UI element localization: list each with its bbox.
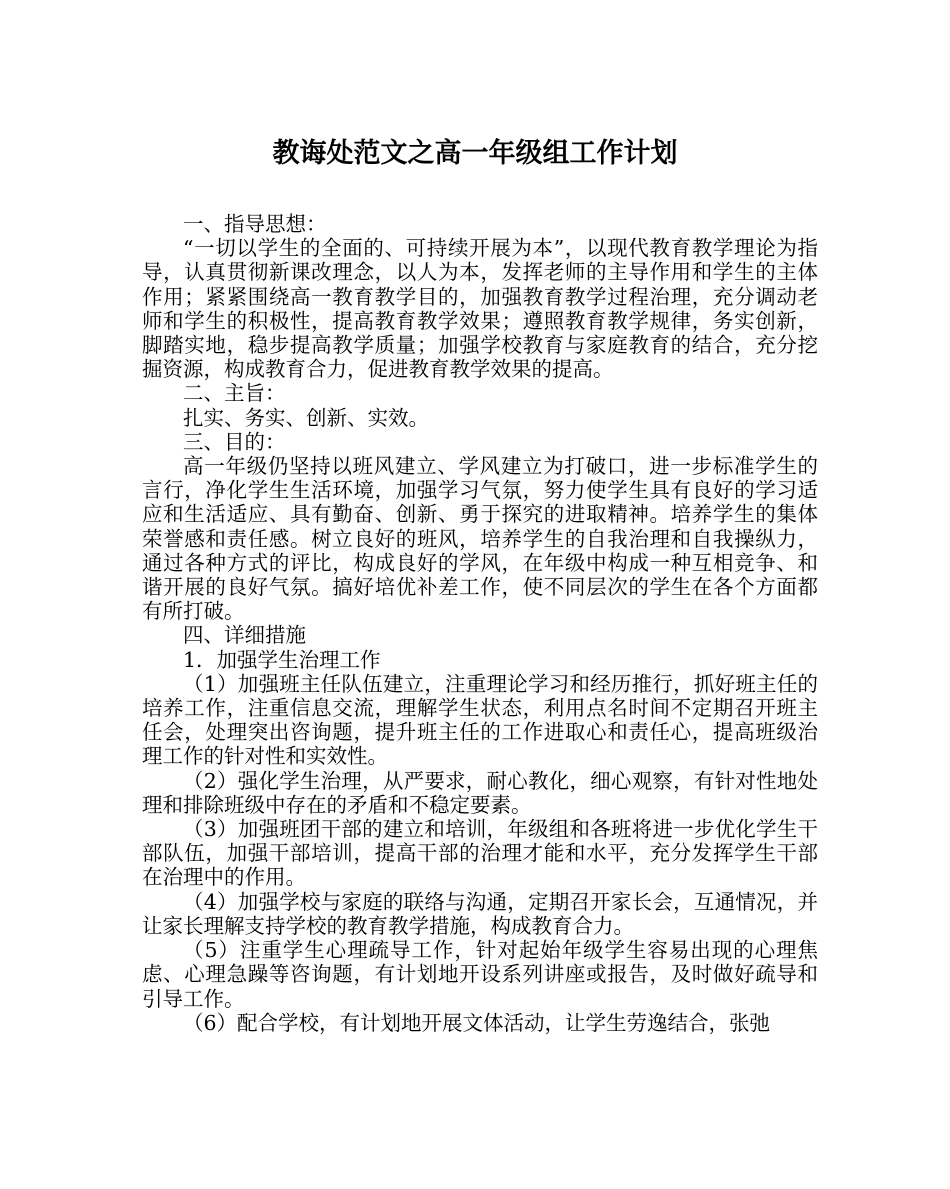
heading-measures: 四、详细措施 xyxy=(183,623,306,648)
paragraph-purpose: 扎实、务实、创新、实效。 xyxy=(183,405,429,430)
document-title: 教诲处范文之高一年级组工作计划 xyxy=(272,138,678,169)
paragraph-goals: 高一年级仍坚持以班风建立、学风建立为打破口，进一步标准学生的言行，净化学生生活环境，加强学习气氛，努力使学生具有良好的学习适应和生活适应、具有勤奋、创新、勇于探究的进取精神。培养学生的集体荣誉感和责任感。树立良好的班风，培养学生的自我治理和自我操纵力，通过各种方式的评比，构成良好的学风，在年级中构成一种互相竞争、和谐开展的良好气氛。搞好培优补差工作，使不同层次的学生在各个方面都有所打破。 xyxy=(142,454,818,624)
list-item-1: （1）加强班主任队伍建立，注重理论学习和经历推行，抓好班主任的培养工作，注重信息交流，理解学生状态，利用点名时间不定期召开班主任会，处理突出咨询题，提升班主任的工作进取心和责任心，提高班级治理工作的针对性和实效性。 xyxy=(142,671,818,769)
subheading-student-management: 1．加强学生治理工作 xyxy=(183,647,381,672)
list-item-6: （6）配合学校，有计划地开展文体活动，让学生劳逸结合，张弛 xyxy=(183,1010,771,1035)
document-body xyxy=(142,212,818,1035)
heading-guiding-ideology: 一、指导思想： xyxy=(183,212,327,236)
heading-goals: 三、目的： xyxy=(183,429,286,454)
list-item-3: （3）加强班团干部的建立和培训，年级组和各班将进一步优化学生干部队伍，加强干部培训，提高干部的治理才能和水平，充分发挥学生干部在治理中的作用。 xyxy=(142,817,818,890)
list-item-5: （5）注重学生心理疏导工作，针对起始年级学生容易出现的心理焦虑、心理急躁等咨询题，有计划地开设系列讲座或报告，及时做好疏导和引导工作。 xyxy=(142,938,818,1011)
list-item-2: （2）强化学生治理，从严要求，耐心教化，细心观察，有针对性地处理和排除班级中存在的矛盾和不稳定要素。 xyxy=(142,768,818,817)
paragraph-guiding-ideology: “一切以学生的全面的、可持续开展为本”，以现代教育教学理论为指导，认真贯彻新课改理念，以人为本，发挥老师的主导作用和学生的主体作用；紧紧围绕高一教育教学目的，加强教育教学过程治理，充分调动老师和学生的积极性，提高教育教学效果；遵照教育教学规律，务实创新，脚踏实地，稳步提高教学质量；加强学校教育与家庭教育的结合，充分挖掘资源，构成教育合力，促进教育教学效果的提高。 xyxy=(142,236,818,382)
heading-purpose: 二、主旨： xyxy=(183,381,286,406)
list-item-4: （4）加强学校与家庭的联络与沟通，定期召开家长会，互通情况，并让家长理解支持学校的教育教学措施，构成教育合力。 xyxy=(142,889,818,938)
